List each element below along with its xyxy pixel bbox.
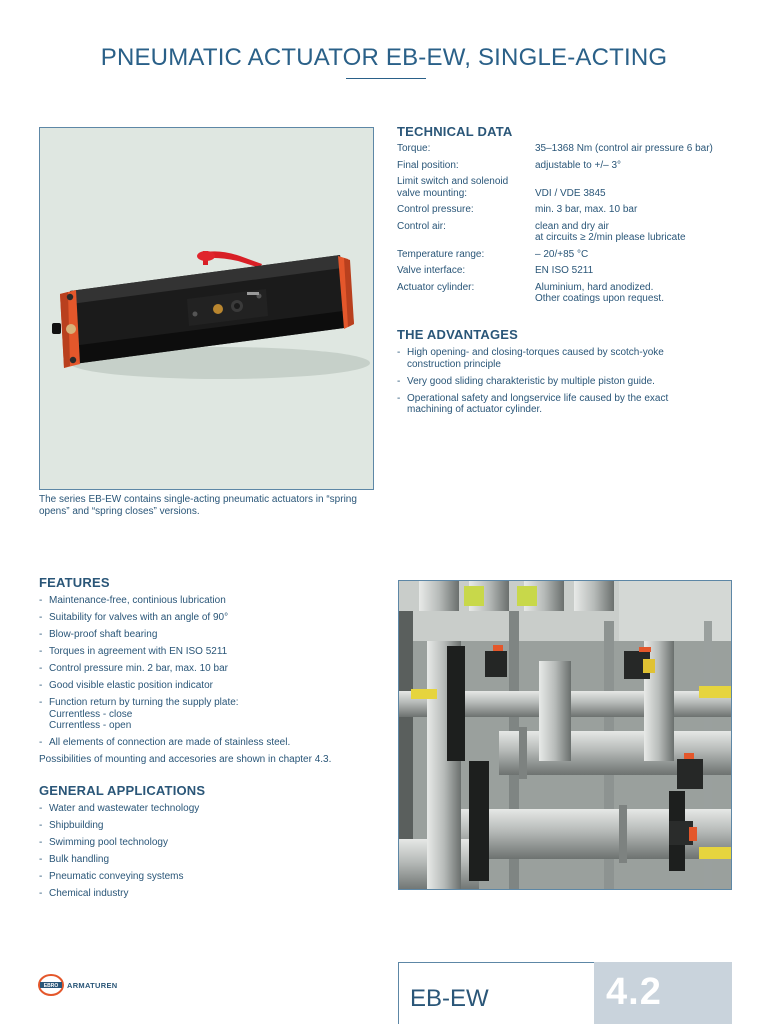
list-item: - Good visible elastic position indicator [39,680,379,692]
brand-name: ARMATUREN [67,980,118,990]
features-note: Possibilities of mounting and accesories are shown in chapter 4.3. [39,754,332,765]
photo-caption: The series EB-EW contains single-acting pneumatic actuators in “spring opens” and “spring closes” versions. [39,494,357,517]
list-item: - Bulk handling [39,854,379,866]
applications-list [39,803,379,905]
list-item: - Suitability for valves with an angle of 90° [39,612,379,624]
tech-value: adjustable to +/– 3° [535,159,622,171]
chapter-number: 4.2 [606,971,662,1013]
pneumatic-actuator-image [40,128,374,490]
tech-row-temperature [397,249,742,261]
tech-label: Temperature range: [397,248,485,260]
page-title: PNEUMATIC ACTUATOR EB-EW, SINGLE-ACTING [100,44,668,71]
tech-label: Control air: [397,220,446,232]
features-list [39,595,379,754]
tech-value: VDI / VDE 3845 [535,187,606,199]
list-item: - Operational safety and longservice life caused by the exact machining of actuator cylinder. [397,393,742,416]
list-item: - Water and wastewater technology [39,803,379,815]
ebro-armaturen-logo [38,974,117,996]
tech-row-control-pressure [397,204,742,216]
list-item: - Control pressure min. 2 bar, max. 10 bar [39,663,379,675]
tech-label: Torque: [397,143,431,154]
list-item: - Maintenance-free, continious lubrication [39,595,379,607]
tech-label: Final position: [397,159,459,171]
installation-photo [398,580,732,890]
list-item: - High opening- and closing-torques caused by scotch-yoke construction principle [397,347,742,370]
advantages-heading: THE ADVANTAGES [397,327,519,342]
tech-label: Control pressure: [397,204,474,215]
title-rule [346,78,426,79]
tech-label: Actuator cylinder: [397,281,475,293]
product-photo [39,127,374,490]
tech-row-valve-interface [397,265,742,277]
list-item: - Blow-proof shaft bearing [39,629,379,641]
applications-heading: GENERAL APPLICATIONS [39,783,206,798]
list-item: - Chemical industry [39,888,379,900]
tech-row-control-air [397,221,742,244]
tech-value: EN ISO 5211 [535,265,594,276]
tech-row-actuator-cylinder [397,282,742,305]
tech-row-torque [397,143,742,155]
technical-data-table [397,143,742,310]
industrial-piping-image [399,581,732,890]
tech-value: Aluminium, hard anodized. Other coatings upon request. [535,281,664,304]
list-item: - Very good sliding charakteristic by multiple piston guide. [397,376,742,388]
list-item: - Torques in agreement with EN ISO 5211 [39,646,379,658]
tech-label: Limit switch and solenoid valve mounting: [397,176,509,199]
list-item: - Pneumatic conveying systems [39,871,379,883]
tech-value: clean and dry air at circuits ≥ 2/min please lubricate [535,220,686,243]
tech-row-mounting [397,176,742,199]
tech-value: 35–1368 Nm (control air pressure 6 bar) [535,143,713,154]
model-name: EB-EW [410,985,489,1012]
list-item: - Shipbuilding [39,820,379,832]
features-heading: FEATURES [39,575,110,590]
list-item: - Swimming pool technology [39,837,379,849]
tech-label: Valve interface: [397,265,466,276]
logo-text: EBRO [43,983,59,989]
technical-data-heading: TECHNICAL DATA [397,124,513,139]
tech-value: – 20/+85 °C [535,248,589,260]
tech-value: min. 3 bar, max. 10 bar [535,204,638,215]
list-item: - Function return by turning the supply plate: Currentless - close Currentless - open [39,697,379,732]
list-item: - All elements of connection are made of stainless steel. [39,737,379,749]
tech-row-final-position [397,160,742,172]
ebro-logo-icon [38,974,64,996]
advantages-list [397,347,742,421]
